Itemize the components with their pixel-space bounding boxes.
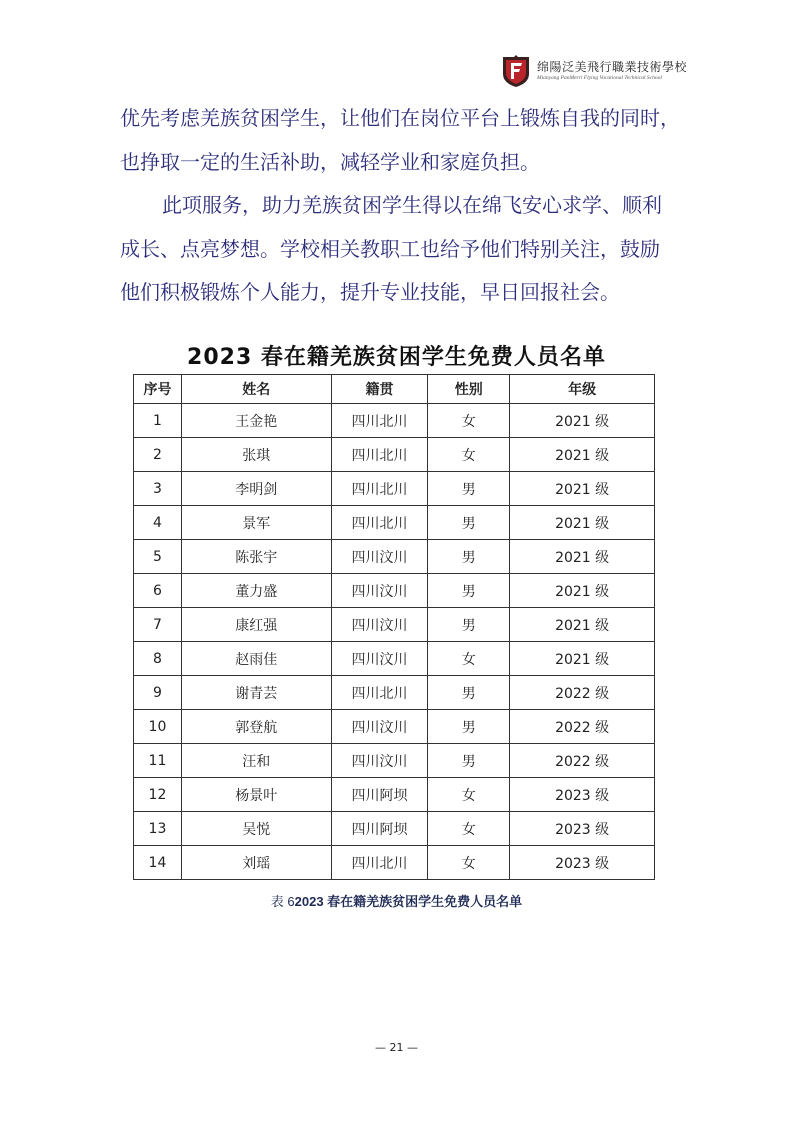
cell-index: 14 <box>134 846 182 880</box>
cell-grade: 2022 级 <box>510 676 655 710</box>
cell-name: 董力盛 <box>181 574 331 608</box>
cell-index: 5 <box>134 540 182 574</box>
table-row <box>134 744 655 778</box>
cell-gender: 男 <box>428 744 510 778</box>
cell-name: 王金艳 <box>181 404 331 438</box>
cell-grade: 2023 级 <box>510 812 655 846</box>
cell-hometown: 四川北川 <box>331 404 428 438</box>
school-name-en: Mianyang PanMerri Flying Vocational Technical School <box>536 74 662 81</box>
cell-name: 杨景叶 <box>181 778 331 812</box>
cell-index: 1 <box>134 404 182 438</box>
cell-gender: 男 <box>428 506 510 540</box>
cell-index: 9 <box>134 676 182 710</box>
cell-hometown: 四川阿坝 <box>331 812 428 846</box>
cell-name: 康红强 <box>181 608 331 642</box>
cell-grade: 2021 级 <box>510 506 655 540</box>
page-number: — 21 — <box>375 1041 418 1054</box>
table-header-row <box>134 375 655 404</box>
school-logo <box>501 54 687 88</box>
cell-index: 12 <box>134 778 182 812</box>
body-paragraphs <box>120 97 690 315</box>
cell-index: 11 <box>134 744 182 778</box>
cell-grade: 2021 级 <box>510 642 655 676</box>
cell-gender: 女 <box>428 404 510 438</box>
cell-index: 3 <box>134 472 182 506</box>
paragraph-line: 他们积极锻炼个人能力，提升专业技能，早日回报社会。 <box>120 280 620 304</box>
cell-name: 吴悦 <box>181 812 331 846</box>
header-index: 序号 <box>134 375 182 404</box>
cell-hometown: 四川北川 <box>331 472 428 506</box>
cell-gender: 男 <box>428 540 510 574</box>
table-row <box>134 472 655 506</box>
caption-text: 2023 春在籍羌族贫困学生免费人员名单 <box>294 894 523 909</box>
cell-grade: 2021 级 <box>510 540 655 574</box>
cell-gender: 男 <box>428 710 510 744</box>
cell-hometown: 四川阿坝 <box>331 778 428 812</box>
cell-grade: 2023 级 <box>510 846 655 880</box>
table-row <box>134 574 655 608</box>
cell-name: 张琪 <box>181 438 331 472</box>
cell-name: 郭登航 <box>181 710 331 744</box>
table-row <box>134 540 655 574</box>
cell-gender: 男 <box>428 472 510 506</box>
cell-index: 6 <box>134 574 182 608</box>
table-caption <box>0 891 793 910</box>
cell-grade: 2022 级 <box>510 710 655 744</box>
paragraph-line: 优先考虑羌族贫困学生，让他们在岗位平台上锻炼自我的同时， <box>120 106 680 130</box>
table-row <box>134 506 655 540</box>
table-row <box>134 778 655 812</box>
cell-index: 8 <box>134 642 182 676</box>
cell-gender: 女 <box>428 812 510 846</box>
cell-grade: 2021 级 <box>510 438 655 472</box>
table-row <box>134 608 655 642</box>
cell-grade: 2021 级 <box>510 574 655 608</box>
cell-gender: 男 <box>428 676 510 710</box>
table-row <box>134 438 655 472</box>
cell-hometown: 四川汶川 <box>331 608 428 642</box>
header-grade: 年级 <box>510 375 655 404</box>
cell-hometown: 四川汶川 <box>331 574 428 608</box>
cell-name: 刘瑶 <box>181 846 331 880</box>
header-name: 姓名 <box>181 375 331 404</box>
header-gender: 性别 <box>428 375 510 404</box>
paragraph-line: 成长、点亮梦想。学校相关教职工也给予他们特别关注，鼓励 <box>120 236 660 261</box>
cell-index: 13 <box>134 812 182 846</box>
cell-gender: 女 <box>428 778 510 812</box>
cell-index: 4 <box>134 506 182 540</box>
shield-emblem-icon <box>501 54 531 88</box>
cell-grade: 2023 级 <box>510 778 655 812</box>
cell-gender: 男 <box>428 608 510 642</box>
table-row <box>134 404 655 438</box>
student-roster-table <box>133 374 655 880</box>
cell-hometown: 四川汶川 <box>331 642 428 676</box>
cell-gender: 女 <box>428 438 510 472</box>
cell-gender: 女 <box>428 846 510 880</box>
cell-hometown: 四川汶川 <box>331 540 428 574</box>
cell-hometown: 四川北川 <box>331 676 428 710</box>
cell-index: 7 <box>134 608 182 642</box>
cell-grade: 2021 级 <box>510 608 655 642</box>
cell-name: 谢青芸 <box>181 676 331 710</box>
cell-gender: 女 <box>428 642 510 676</box>
cell-name: 景军 <box>181 506 331 540</box>
cell-grade: 2021 级 <box>510 472 655 506</box>
table-row <box>134 710 655 744</box>
paragraph-line: 也挣取一定的生活补助，减轻学业和家庭负担。 <box>120 149 540 174</box>
cell-grade: 2021 级 <box>510 404 655 438</box>
cell-index: 2 <box>134 438 182 472</box>
cell-index: 10 <box>134 710 182 744</box>
table-row <box>134 846 655 880</box>
cell-hometown: 四川汶川 <box>331 710 428 744</box>
cell-hometown: 四川汶川 <box>331 744 428 778</box>
header-hometown: 籍贯 <box>331 375 428 404</box>
cell-hometown: 四川北川 <box>331 438 428 472</box>
paragraph-line: 此项服务，助力羌族贫困学生得以在绵飞安心求学、顺利 <box>162 193 662 217</box>
caption-prefix: 表 6 <box>270 894 295 909</box>
cell-name: 赵雨佳 <box>181 642 331 676</box>
cell-hometown: 四川北川 <box>331 846 428 880</box>
table-row <box>134 642 655 676</box>
table-row <box>134 812 655 846</box>
cell-name: 汪和 <box>181 744 331 778</box>
table-title: 2023 春在籍羌族贫困学生免费人员名单 <box>187 345 606 370</box>
cell-name: 陈张宇 <box>181 540 331 574</box>
school-name-cn: 绵陽泛美飛行職業技術學校 <box>536 59 687 74</box>
cell-gender: 男 <box>428 574 510 608</box>
cell-grade: 2022 级 <box>510 744 655 778</box>
cell-hometown: 四川北川 <box>331 506 428 540</box>
cell-name: 李明剑 <box>181 472 331 506</box>
table-row <box>134 676 655 710</box>
table-body <box>134 404 655 880</box>
